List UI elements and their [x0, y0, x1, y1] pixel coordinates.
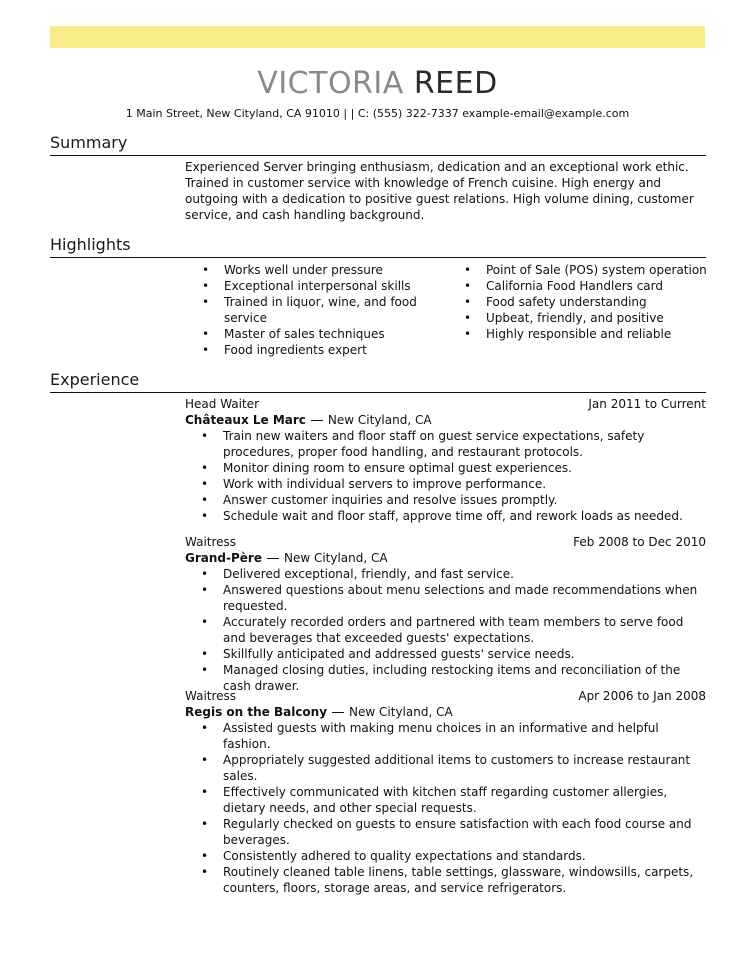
employer-name: Regis on the Balcony — [185, 705, 328, 719]
experience-section-header — [50, 369, 706, 393]
summary-text: Experienced Server bringing enthusiasm, dedication and an exceptional work ethic. Trained in customer service with knowledge of French cuisine. High energy and outgoing with a dedication to positive guest relations. High volume dining, customer service, and cash handling background. — [185, 160, 694, 222]
job-bullet: • Regularly checked on guests to ensure satisfaction with each food course and beverages. — [184, 816, 706, 848]
section-divider — [50, 392, 706, 393]
job-entry — [185, 534, 706, 694]
job-bullet: • Schedule wait and floor staff, approve time off, and rework loads as needed. — [184, 508, 706, 524]
job-bullet: • Delivered exceptional, friendly, and fast service. — [184, 566, 706, 582]
summary-section-header — [50, 132, 706, 156]
section-title-summary: Summary — [50, 133, 128, 152]
section-divider — [50, 257, 706, 258]
highlight-item: • California Food Handlers card — [447, 278, 709, 294]
job-bullet: • Monitor dining room to ensure optimal guest experiences. — [184, 460, 706, 476]
job-bullet: • Assisted guests with making menu choices in an informative and helpful fashion. — [184, 720, 706, 752]
highlight-item: • Food safety understanding — [447, 294, 709, 310]
highlight-item: • Upbeat, friendly, and positive — [447, 310, 709, 326]
job-bullet: • Skillfully anticipated and addressed guests' service needs. — [184, 646, 706, 662]
dash-separator — [332, 712, 344, 713]
last-name: REED — [413, 66, 498, 101]
first-name: VICTORIA — [257, 66, 404, 101]
job-title: Waitress — [185, 689, 237, 703]
section-title-experience: Experience — [50, 370, 140, 389]
section-divider — [50, 155, 706, 156]
dash-separator — [311, 420, 323, 421]
job-entry — [185, 688, 706, 896]
highlight-item: • Exceptional interpersonal skills — [185, 278, 425, 294]
employer-name: Châteaux Le Marc — [185, 413, 306, 427]
highlight-item: • Trained in liquor, wine, and food service — [185, 294, 425, 326]
job-location: New Cityland, CA — [283, 551, 388, 565]
highlight-item: • Highly responsible and reliable — [447, 326, 709, 342]
job-location: New Cityland, CA — [327, 413, 432, 427]
job-bullet: • Consistently adhered to quality expectations and standards. — [184, 848, 706, 864]
job-bullet: • Accurately recorded orders and partnered with team members to serve food and beverages that exceeded guests' expectations. — [184, 614, 706, 646]
job-entry — [185, 396, 706, 524]
job-dates: Apr 2006 to Jan 2008 — [578, 689, 706, 703]
job-bullet: • Work with individual servers to improve performance. — [184, 476, 706, 492]
job-dates: Jan 2011 to Current — [588, 397, 706, 411]
job-bullet: • Appropriately suggested additional items to customers to increase restaurant sales. — [184, 752, 706, 784]
highlights-section-header — [50, 234, 706, 258]
job-dates: Feb 2008 to Dec 2010 — [573, 535, 706, 549]
highlight-item: • Point of Sale (POS) system operation — [447, 262, 709, 278]
section-title-highlights: Highlights — [50, 235, 131, 254]
job-title: Head Waiter — [185, 397, 259, 411]
job-bullet: • Answer customer inquiries and resolve issues promptly. — [184, 492, 706, 508]
job-location: New Cityland, CA — [349, 705, 453, 719]
job-bullet: • Routinely cleaned table linens, table settings, glassware, windowsills, carpets, counters, floors, storage areas, and service refrigerators. — [184, 864, 706, 896]
job-bullet: • Train new waiters and floor staff on guest service expectations, safety procedures, proper food handling, and restaurant protocols. — [184, 428, 706, 460]
highlight-item: • Food ingredients expert — [185, 342, 425, 358]
employer-name: Grand-Père — [185, 551, 262, 565]
highlight-item: • Master of sales techniques — [185, 326, 425, 342]
job-title: Waitress — [185, 535, 237, 549]
dash-separator — [267, 558, 279, 559]
highlights-left-column — [185, 262, 425, 358]
candidate-name — [0, 64, 755, 104]
job-bullet: • Managed closing duties, including restocking items and reconciliation of the cash drawer. — [184, 662, 706, 694]
job-bullet: • Answered questions about menu selections and made recommendations when requested. — [184, 582, 706, 614]
highlights-right-column — [447, 262, 709, 342]
contact-line: 1 Main Street, New Cityland, CA 91010 | | C: (555) 322-7337 example-email@example.com — [125, 107, 630, 120]
job-bullet: • Effectively communicated with kitchen staff regarding customer allergies, dietary needs, and other special requests. — [184, 784, 706, 816]
accent-bar — [50, 26, 705, 48]
highlight-item: • Works well under pressure — [185, 262, 425, 278]
